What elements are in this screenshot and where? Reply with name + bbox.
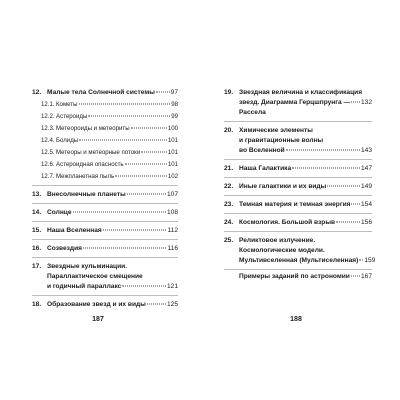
page-number-right: 188 — [290, 316, 302, 323]
entry-number: 17. — [32, 263, 42, 270]
entry-number: 14. — [32, 209, 42, 216]
entry-title: Образование звезд и их виды — [47, 301, 146, 308]
dot-leader — [351, 102, 360, 103]
entry-number: 20. — [224, 127, 234, 134]
toc-entry-12-3 — [32, 124, 178, 134]
entry-title-continued: и гравитационные волны — [239, 137, 324, 144]
entry-title-continued: Мультивселенная (Мультиселенная) — [239, 257, 359, 264]
toc-entry-25 — [224, 236, 376, 268]
entry-number: 12. — [32, 89, 42, 96]
toc-entry-17 — [32, 262, 178, 294]
entry-page: 99 — [171, 113, 178, 120]
dot-leader — [122, 286, 166, 287]
entry-page: 156 — [360, 219, 372, 226]
entry-page: 98 — [171, 101, 178, 108]
entry-title: Наша Галактика — [239, 165, 292, 172]
entry-title: Темная материя и темная энергия — [239, 201, 351, 208]
entry-title: Астероиды — [56, 113, 88, 120]
dot-leader — [73, 212, 166, 213]
entry-title: Космология. Большой взрыв — [239, 219, 336, 226]
entry-page: 143 — [360, 147, 372, 154]
toc-entry-13 — [32, 190, 178, 202]
dot-leader — [351, 276, 360, 277]
entry-number: 12.6. — [41, 161, 55, 168]
toc-entry-12-6 — [32, 160, 178, 170]
entry-title: Кометы — [56, 101, 78, 108]
entry-page: 154 — [360, 201, 372, 208]
right-toc — [224, 88, 376, 314]
dot-leader — [156, 92, 170, 93]
toc-entry-20 — [224, 126, 372, 158]
toc-entry-12-7 — [32, 172, 178, 184]
toc-entry-19 — [224, 88, 372, 120]
entry-title: Малые тела Солнечной системы — [47, 89, 155, 96]
entry-title: Химические элементы — [239, 127, 313, 134]
entry-number: 12.1. — [41, 101, 55, 108]
entry-title: Звездные кульминации. — [47, 263, 128, 270]
entry-title: Метеоры и метеорные потоки — [56, 149, 141, 156]
entry-page: 97 — [170, 89, 178, 96]
left-page — [32, 88, 178, 314]
right-page — [224, 88, 376, 314]
entry-title: Солнце — [47, 209, 72, 216]
entry-title: Внесолнечные планеты — [47, 191, 126, 198]
entry-title-continued: во Вселенной — [239, 147, 285, 154]
dot-leader — [115, 176, 167, 177]
entry-number: 21. — [224, 165, 234, 172]
entry-page: 147 — [360, 165, 372, 172]
dot-leader — [147, 304, 166, 305]
entry-number: 16. — [32, 245, 42, 252]
toc-entry-12 — [32, 88, 178, 98]
toc-entry-21 — [224, 164, 372, 176]
dot-leader — [141, 152, 167, 153]
toc-entry-12-5 — [32, 148, 178, 158]
toc-entry-12-1 — [32, 100, 178, 110]
entry-title: Межпланетная пыль — [56, 173, 115, 180]
page-number-left: 187 — [92, 316, 104, 323]
entry-title: Наша Вселенная — [47, 227, 102, 234]
entry-number: 22. — [224, 183, 234, 190]
entry-title: Астероидная опасность — [56, 161, 124, 168]
dot-leader — [79, 140, 167, 141]
entry-number: 12.5. — [41, 149, 55, 156]
entry-page: 167 — [360, 273, 372, 280]
entry-page: 159 — [364, 257, 376, 264]
entry-page: 108 — [166, 209, 178, 216]
toc-entry-12-4 — [32, 136, 178, 146]
entry-title: Иные галактики и их виды — [239, 183, 327, 190]
toc-entry-24 — [224, 218, 372, 230]
toc-entry-23 — [224, 200, 372, 212]
entry-page: 107 — [166, 191, 178, 198]
dot-leader — [327, 186, 360, 187]
entry-title-continued: звезд. Диаграмма Герцшпрунга — — [239, 99, 351, 106]
entry-title: Звездная величина и классификация — [239, 89, 363, 96]
entry-number: 19. — [224, 89, 234, 96]
entry-title-continued: Космологические модели. — [239, 247, 325, 254]
entry-page: 116 — [167, 245, 178, 252]
dot-leader — [351, 204, 360, 205]
entry-number: 24. — [224, 219, 234, 226]
entry-title: Примеры заданий по астрономии — [239, 273, 350, 280]
toc-entry-22 — [224, 182, 372, 194]
dot-leader — [286, 150, 360, 151]
entry-page: 121 — [166, 283, 178, 290]
entry-number: 15. — [32, 227, 42, 234]
entry-number: 12.7. — [41, 173, 55, 180]
entry-page: 101 — [167, 161, 178, 168]
dot-leader — [336, 222, 360, 223]
dot-leader — [131, 128, 167, 129]
entry-page: 101 — [167, 137, 178, 144]
entry-number: 12.4. — [41, 137, 55, 144]
dot-leader — [292, 168, 360, 169]
entry-number: 12.2. — [41, 113, 55, 120]
dot-leader — [88, 116, 170, 117]
entry-number: 18. — [32, 301, 42, 308]
entry-page: 149 — [360, 183, 372, 190]
entry-page: 125 — [166, 301, 178, 308]
entry-title: Болиды — [56, 137, 79, 144]
entry-number: 25. — [224, 237, 234, 244]
dot-leader — [125, 164, 167, 165]
entry-title: Метеороиды и метеориты — [56, 125, 130, 132]
toc-entry-practice — [224, 272, 372, 282]
toc-entry-16 — [32, 244, 178, 256]
left-toc — [32, 88, 178, 314]
dot-leader — [79, 104, 171, 105]
entry-title-continued: Рассела — [239, 109, 266, 116]
dot-leader — [127, 194, 166, 195]
toc-entry-18 — [32, 300, 178, 310]
entry-page: 101 — [167, 149, 178, 156]
dot-leader — [103, 230, 167, 231]
toc-entry-12-2 — [32, 112, 178, 122]
entry-page: 102 — [167, 173, 178, 180]
entry-title: Реликтовое излучение. — [239, 237, 316, 244]
entry-page: 112 — [167, 227, 178, 234]
entry-title-continued: Параллактическое смещение — [47, 273, 143, 280]
entry-number: 13. — [32, 191, 42, 198]
entry-number: 12.3. — [41, 125, 55, 132]
entry-number: 23. — [224, 201, 234, 208]
toc-entry-14 — [32, 208, 178, 220]
entry-title-continued: и годичный параллакс — [47, 283, 122, 290]
entry-page: 132 — [360, 99, 372, 106]
entry-title: Созвездия — [47, 245, 82, 252]
dot-leader — [83, 248, 167, 249]
entry-page: 100 — [167, 125, 178, 132]
dot-leader — [359, 260, 363, 261]
toc-entry-15 — [32, 226, 178, 238]
